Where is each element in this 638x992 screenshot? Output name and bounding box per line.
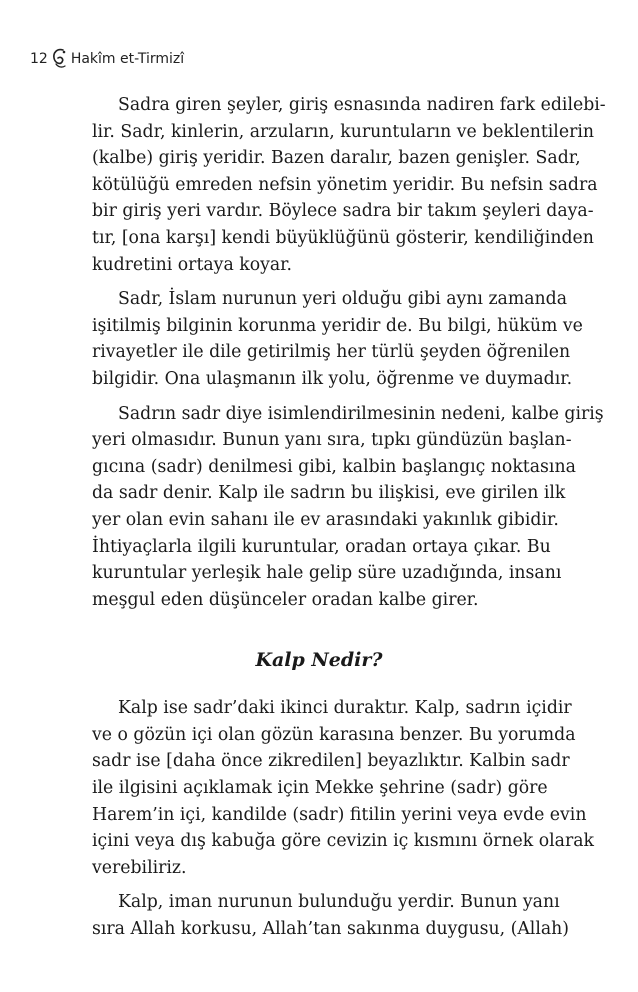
text-line: kötülüğü emreden nefsin yönetim yeridir. Bu nefsin sadra — [92, 174, 598, 195]
paragraphs-before-section — [92, 92, 606, 613]
text-line: ve o gözün içi olan gözün karasına benzer. Bu yorumda — [92, 724, 576, 745]
text-line: rivayetler ile dile getirilmiş her türlü şeyden öğrenilen — [92, 342, 571, 363]
paragraph — [92, 286, 583, 392]
text-line: gıcına (sadr) denilmesi gibi, kalbin başlangıç noktasına — [92, 456, 576, 477]
text-line: verebiliriz. — [92, 857, 187, 878]
text-line: kudretini ortaya koyar. — [92, 254, 293, 275]
running-title: Hakîm et-Tirmizî — [70, 51, 185, 67]
text-line: kuruntular yerleşik hale gelip süre uzadığında, insanı — [92, 563, 562, 584]
text-line: yer olan evin sahanı ile ev arasındaki yakınlık gibidir. — [92, 509, 559, 530]
section-title: Kalp Nedir? — [255, 649, 383, 672]
text-line: bir giriş yeri vardır. Böylece sadra bir takım şeyleri daya- — [92, 201, 594, 222]
text-line: Sadrın sadr diye isimlendirilmesinin nedeni, kalbe giriş — [118, 403, 604, 424]
text-line: işitilmiş bilginin korunma yeridir de. Bu bilgi, hüküm ve — [92, 315, 583, 336]
text-line: da sadr denir. Kalp ile sadrın bu ilişkisi, eve girilen ilk — [92, 483, 566, 504]
page-number: 12 — [30, 51, 48, 67]
text-line: Harem’in içi, kandilde (sadr) fitilin yerini veya evde evin — [92, 804, 587, 825]
text-line: Sadr, İslam nurunun yeri olduğu gibi aynı zamanda — [118, 289, 568, 310]
text-line: bilgidir. Ona ulaşmanın ilk yolu, öğrenme ve duymadır. — [92, 368, 573, 389]
text-line: Kalp ise sadr’daki ikinci duraktır. Kalp, sadrın içidir — [118, 698, 572, 719]
text-line: içini veya dış kabuğa göre cevizin iç kısmını örnek olarak — [92, 831, 594, 852]
text-line: ile ilgisini açıklamak için Mekke şehrine (sadr) göre — [92, 778, 548, 799]
text-line: tır, [ona karşı] kendi büyüklüğünü gösterir, kendiliğinden — [92, 227, 594, 248]
paragraph — [92, 889, 570, 942]
page-body — [92, 92, 606, 951]
paragraphs-after-section — [92, 695, 594, 942]
paragraph — [92, 401, 604, 614]
text-line: Sadra giren şeyler, giriş esnasında nadiren fark edilebi- — [118, 95, 606, 115]
running-header — [30, 46, 184, 72]
text-line: Kalp, iman nurunun bulunduğu yerdir. Bunun yanı — [118, 892, 560, 913]
text-line: lir. Sadr, kinlerin, arzuların, kuruntuların ve beklentilerin — [92, 121, 594, 142]
text-line: sadr ise [daha önce zikredilen] beyazlıktır. Kalbin sadr — [92, 751, 570, 772]
paragraph — [92, 92, 606, 278]
text-line: İhtiyaçlarla ilgili kuruntular, oradan ortaya çıkar. Bu — [92, 536, 551, 557]
paragraph — [92, 695, 594, 881]
decorative-calligraphy-icon — [50, 46, 68, 72]
text-line: sıra Allah korkusu, Allah’tan sakınma duygusu, (Allah) — [92, 919, 570, 940]
text-line: (kalbe) giriş yeridir. Bazen daralır, bazen genişler. Sadr, — [92, 148, 581, 169]
text-line: meşgul eden düşünceler oradan kalbe girer. — [92, 589, 479, 610]
text-line: yeri olmasıdır. Bunun yanı sıra, tıpkı gündüzün başlan- — [92, 430, 572, 451]
